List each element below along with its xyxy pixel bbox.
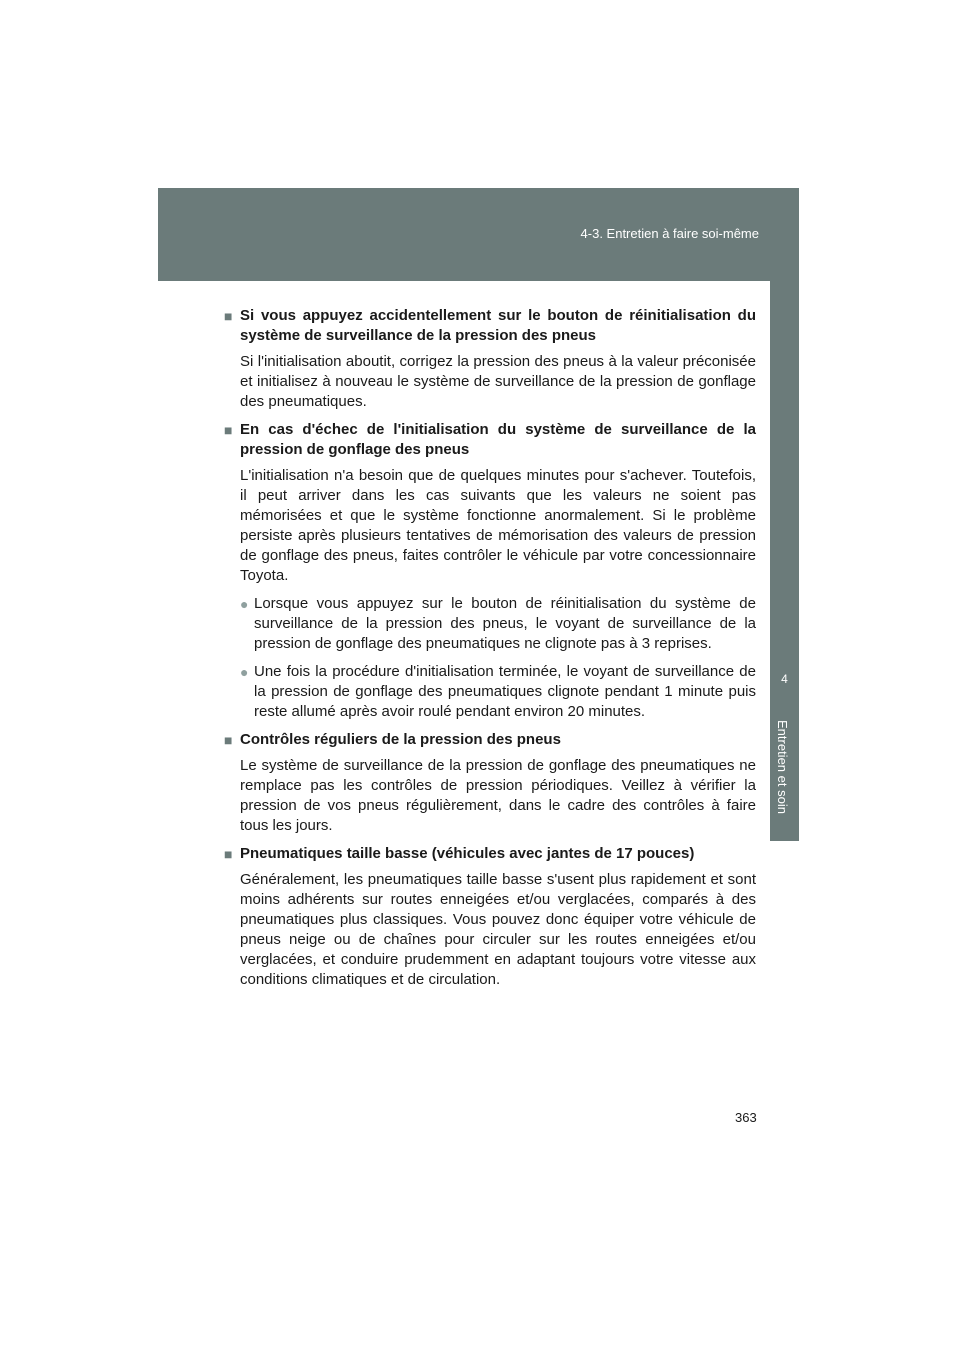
chapter-title: Entretien et soin [775,720,790,814]
section-header-band [158,188,799,281]
square-bullet-icon: ■ [224,846,233,862]
circle-bullet-icon: ● [240,664,249,680]
page-content [224,306,756,998]
square-bullet-icon: ■ [224,422,233,438]
section-regular-checks [224,730,756,836]
chapter-title-label [772,720,796,840]
section-title: 4-3. Entretien à faire soi-même [580,226,759,241]
section-reset-button [224,306,756,412]
square-bullet-icon: ■ [224,308,233,324]
circle-bullet-icon: ● [240,596,249,612]
square-bullet-icon: ■ [224,732,233,748]
chapter-number: 4 [781,672,788,686]
section-low-profile-tires [224,844,756,990]
section-heading: ■ En cas d'échec de l'initialisation du système de surveillance de la pression de gonflage des pneus [224,421,756,458]
list-item: ● Une fois la procédure d'initialisation terminée, le voyant de surveillance de la pression de gonflage des pneumatiques clignote pendant 1 minute puis reste allumé après avoir roulé pendant environ 20 minutes. [240,663,756,720]
list-item: ● Lorsque vous appuyez sur le bouton de réinitialisation du système de surveillance de la pression des pneus, le voyant de surveillance de la pression de gonflage des pneumatiques ne clignote pas à 3 reprises. [240,595,756,652]
section-paragraph: Si l'initialisation aboutit, corrigez la pression des pneus à la valeur préconisée et initialisez à nouveau le système de surveillance de la pression de gonflage des pneumatiques. [240,353,756,410]
section-heading: ■ Si vous appuyez accidentellement sur le bouton de réinitialisation du système de surveillance de la pression des pneus [224,307,756,344]
section-paragraph: Généralement, les pneumatiques taille basse s'usent plus rapidement et sont moins adhérents sur routes enneigées et/ou verglacées, comparés à des pneumatiques plus classiques. Vous pouvez donc équiper votre véhicule de pneus neige ou de chaînes pour circuler sur les routes enneigées et/ou verglacées, et conduire prudemment en adaptant toujours votre vitesse aux conditions climatiques et de circulation. [240,871,756,988]
section-heading: ■ Pneumatiques taille basse (véhicules avec jantes de 17 pouces) [224,845,695,862]
section-initialization-failure [224,420,756,722]
section-heading: ■ Contrôles réguliers de la pression des pneus [224,731,561,748]
page-number: 363 [735,1110,757,1125]
section-paragraph: Le système de surveillance de la pression de gonflage des pneumatiques ne remplace pas les contrôles de pression périodiques. Veillez à vérifier la pression de vos pneus régulièrement, dans le cadre des contrôles à faire tous les jours. [240,757,756,834]
chapter-number-tab [770,281,799,700]
section-paragraph: L'initialisation n'a besoin que de quelques minutes pour s'achever. Toutefois, il peut arriver dans les cas suivants que les valeurs ne soient pas mémorisées et que le système fonctionne anormalement. Si le problème persiste après plusieurs tentatives de mémorisation des valeurs de pression de gonflage des pneus, faites contrôler le véhicule par votre concessionnaire Toyota. [240,467,756,584]
